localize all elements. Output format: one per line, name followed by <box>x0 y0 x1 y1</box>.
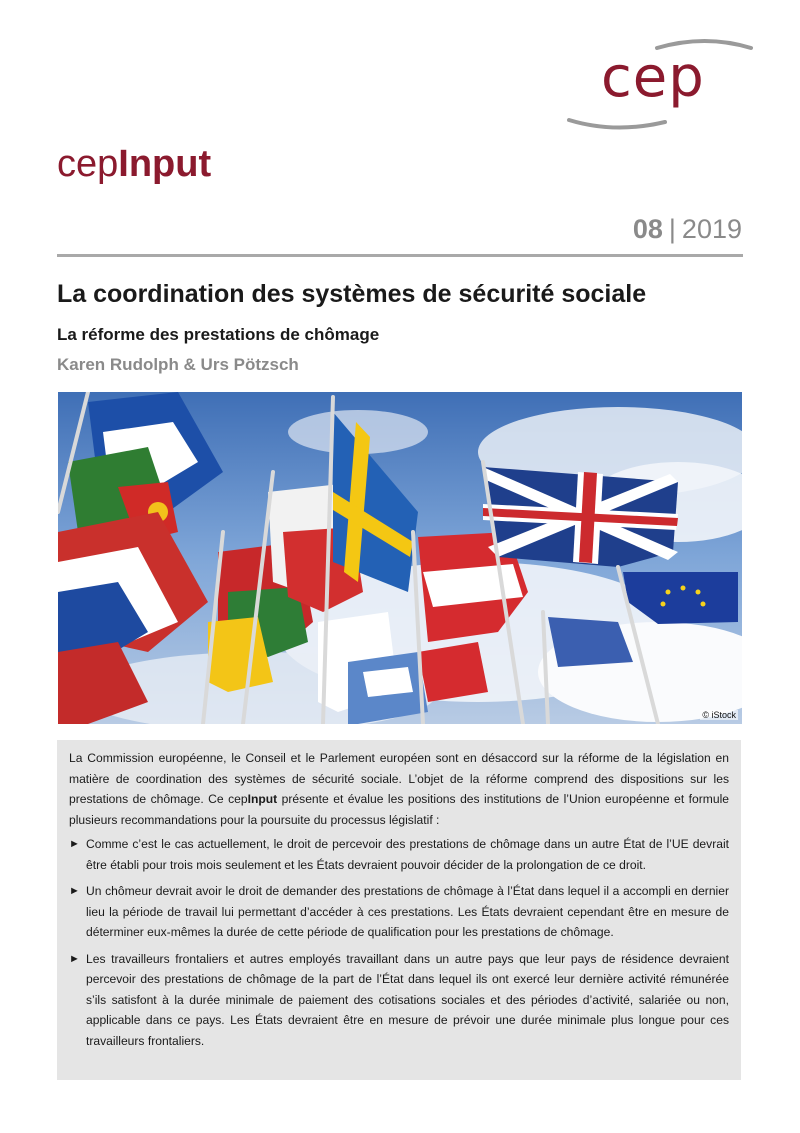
list-item <box>69 949 729 1052</box>
bullet-text: Comme c’est le cas actuellement, le droit de percevoir des prestations de chômage dans un autre État de l’UE devrait être établi pour trois mois seulement et les États devraient pouvoir décider de la prolongation de ce droit. <box>86 837 729 872</box>
photo-credit: © iStock <box>702 710 736 720</box>
summary-intro <box>69 748 729 830</box>
cover-photo-flags <box>58 392 742 724</box>
issue-number <box>633 216 742 243</box>
bullet-text: Un chômeur devrait avoir le droit de demander des prestations de chômage à l’État dans lequel il a accompli en dernier lieu la période de travail lui permettant d’accéder à ces prestations. Les États devraient cependant être en mesure de déterminer eux-mêmes la durée de cette période de qualification pour les prestations de chômage. <box>86 884 729 939</box>
document-title: La coordination des systèmes de sécurité sociale <box>57 280 647 308</box>
issue-year: 2019 <box>681 214 742 244</box>
logo-text: cep <box>601 45 705 110</box>
summary-box <box>57 740 741 1080</box>
issue-num: 08 <box>632 214 663 244</box>
list-item <box>69 881 729 943</box>
triangle-right-icon: ► <box>69 838 80 850</box>
summary-intro-part2: présente et évalue les positions des institutions de l’Union européenne et formule plusieurs recommandations pour la poursuite du processus législatif : <box>69 792 729 827</box>
triangle-right-icon: ► <box>69 885 80 897</box>
document-authors: Karen Rudolph & Urs Pötzsch <box>57 355 299 374</box>
summary-intro-bold: Input <box>247 792 278 806</box>
summary-intro-part1: La Commission européenne, le Conseil et le Parlement européen sont en désaccord sur la réforme de la législation en matière de coordination des systèmes de sécurité sociale. L’objet de la réforme comprend des dispositions sur les prestations de chômage. Ce cep <box>69 751 729 806</box>
bullet-text: Les travailleurs frontaliers et autres employés travaillant dans un autre pays que leur pays de résidence devraient percevoir des prestations de chômage de la part de l’État dans lequel ils ont exercé leur dernière activité rémunérée s’ils satisfont à la durée minimale de paiement des cotisations sociales et des périodes d’activité, salariée ou non, applicable dans ce pays. Les États devraient être en mesure de prévoir une durée minimale plus longue pour ces travailleurs frontaliers. <box>86 951 729 1048</box>
header-divider <box>57 254 743 257</box>
document-subtitle: La réforme des prestations de chômage <box>57 325 380 344</box>
list-item <box>69 834 729 875</box>
flags-illustration <box>58 392 742 724</box>
cep-logo <box>565 28 755 138</box>
brand-suffix: Input <box>118 143 212 185</box>
issue-separator: | <box>668 214 676 244</box>
brand-title <box>57 145 211 183</box>
brand-prefix: cep <box>57 143 119 185</box>
summary-bullet-list <box>69 834 729 1051</box>
triangle-right-icon: ► <box>69 952 80 965</box>
